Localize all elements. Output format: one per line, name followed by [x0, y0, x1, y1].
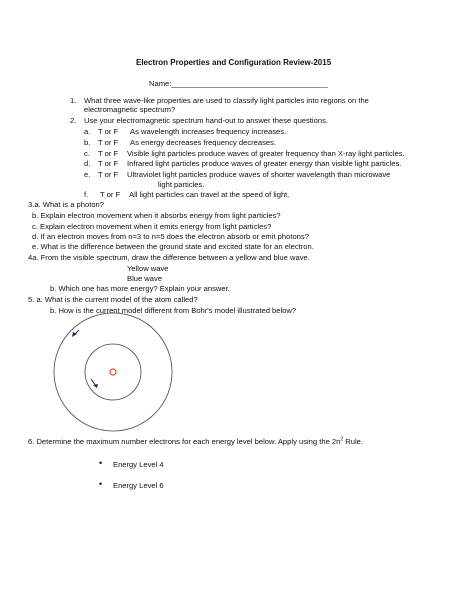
question-3b: b. Explain electron movement when it absorbs energy from light particles? — [32, 211, 281, 220]
bullet-icon: • — [99, 458, 103, 468]
question-3d: d. If an electron moves from n=3 to n=5 does the electron absorb or emit photons? — [32, 232, 309, 241]
blue-wave-label: Blue wave — [127, 274, 163, 283]
q2-item-letter: d. — [84, 159, 91, 168]
q2-item-tf: T or F — [98, 159, 119, 168]
yellow-wave-label: Yellow wave — [127, 264, 169, 273]
q2-item-letter: c. — [84, 149, 90, 158]
energy-level-item: Energy Level 4 — [113, 460, 164, 469]
question-1-number: 1. — [70, 96, 77, 105]
q2-item-text: Ultraviolet light particles produce waves of shorter wavelength than microwave — [127, 170, 391, 179]
question-3a: 3.a. What is a photon? — [28, 200, 104, 209]
energy-level-item: Energy Level 6 — [113, 481, 164, 490]
q2-item-text-cont: light particles. — [158, 180, 205, 189]
q2-item-text: Visible light particles produce waves of greater frequency than X-ray light particles. — [127, 149, 405, 158]
question-6 — [28, 437, 363, 446]
q2-item-letter: e. — [84, 170, 91, 179]
inner-orbit — [85, 344, 141, 400]
page-title: Electron Properties and Configuration Review-2015 — [136, 58, 332, 67]
bullet-icon: • — [99, 479, 103, 489]
question-1-text-cont: electromagnetic spectrum? — [84, 105, 176, 114]
q2-item-text: Infrared light particles produce waves of greater energy than visible light particles. — [127, 159, 402, 168]
q2-item-tf: T or F — [100, 190, 121, 199]
q2-item-letter: a. — [84, 127, 91, 136]
question-2-number: 2. — [70, 116, 77, 125]
electron-arrow-inner — [91, 379, 98, 388]
name-field-label: Name:_____________________________________ — [149, 79, 328, 88]
question-1-text: What three wave-like properties are used to classify light particles into regions on the — [84, 96, 369, 105]
outer-orbit — [54, 313, 172, 431]
question-2-text: Use your electromagnetic spectrum hand-out to answer these questions. — [84, 116, 328, 125]
question-6-superscript: 2 — [340, 436, 344, 443]
q2-item-text: All light particles can travel at the speed of light. — [129, 190, 290, 199]
q2-item-tf: T or F — [98, 138, 119, 147]
question-5a: 5. a. What is the current model of the atom called? — [28, 295, 198, 304]
question-6-text: 6. Determine the maximum number electrons for each energy level below. Apply using the 2n — [28, 437, 341, 446]
question-4b: b. Which one has more energy? Explain your answer. — [50, 284, 230, 293]
question-3e: e. What is the difference between the ground state and excited state for an electron. — [32, 242, 314, 251]
question-3c: c. Explain electron movement when it emits energy from light particles? — [32, 222, 272, 231]
q2-item-tf: T or F — [98, 170, 119, 179]
q2-item-letter: f. — [84, 190, 89, 199]
q2-item-tf: T or F — [98, 149, 119, 158]
nucleus — [110, 369, 116, 375]
q2-item-text: As wavelength increases frequency increases. — [130, 127, 287, 136]
electron-arrow-outer — [72, 330, 79, 337]
question-4a: 4a. From the visible spectrum, draw the difference between a yellow and blue wave. — [28, 253, 310, 262]
q2-item-text: As energy decreases frequency decreases. — [130, 138, 277, 147]
question-6-tail: Rule. — [343, 437, 363, 446]
q2-item-tf: T or F — [98, 127, 119, 136]
question-5b: b. How is the current model different from Bohr's model illustrated below? — [50, 306, 297, 315]
q2-item-letter: b. — [84, 138, 91, 147]
